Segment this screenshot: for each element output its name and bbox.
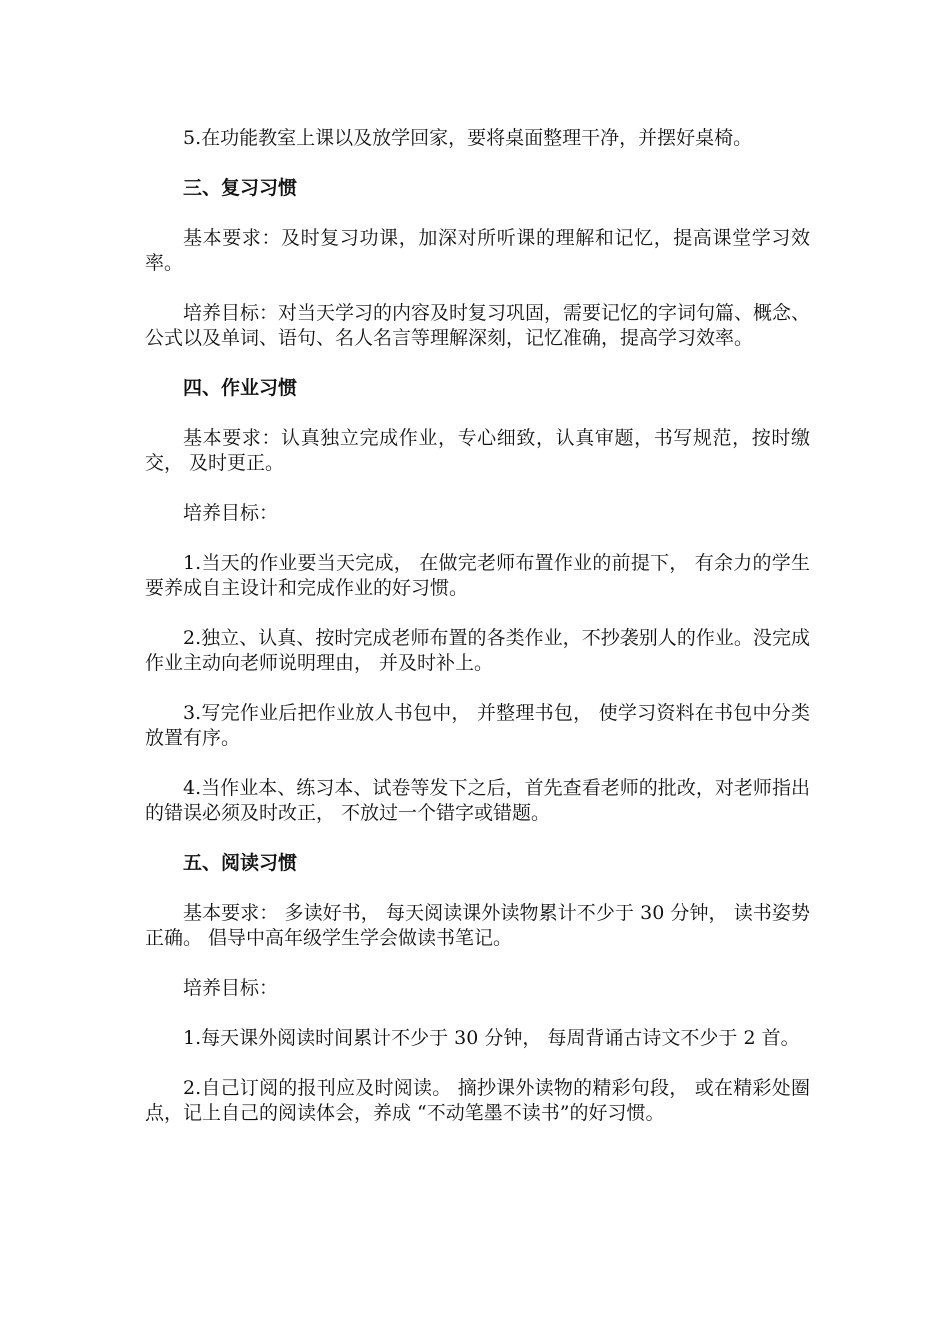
heading-reading-habit: 五、阅读习惯 [183, 852, 298, 874]
homework-item-4: 4.当作业本、练习本、试卷等发下之后，首先查看老师的批改，对老师指出的错误必须及时改正， 不放过一个错字或错题。 [145, 777, 810, 824]
homework-item-2: 2.独立、认真、按时完成老师布置的各类作业，不抄袭别人的作业。没完成作业主动向老师说明理由， 并及时补上。 [145, 627, 810, 674]
text-column [145, 126, 810, 1151]
homework-basic-requirement: 基本要求：认真独立完成作业，专心细致，认真审题，书写规范，按时缴交， 及时更正。 [145, 427, 810, 474]
reading-item-1: 1.每天课外阅读时间累计不少于 30 分钟， 每周背诵古诗文不少于 2 首。 [183, 1027, 800, 1049]
heading-review-habit: 三、复习习惯 [183, 177, 298, 199]
homework-item-1: 1.当天的作业要当天完成， 在做完老师布置作业的前提下， 有余力的学生要养成自主设计和完成作业的好习惯。 [145, 552, 810, 599]
reading-training-goal-label: 培养目标： [183, 977, 279, 999]
homework-item-3: 3.写完作业后把作业放人书包中， 并整理书包， 使学习资料在书包中分类放置有序。 [145, 702, 810, 749]
reading-basic-requirement: 基本要求： 多读好书， 每天阅读课外读物累计不少于 30 分钟， 读书姿势正确。 倡导中高年级学生学会做读书笔记。 [145, 902, 810, 949]
review-training-goal: 培养目标：对当天学习的内容及时复习巩固，需要记忆的字词句篇、概念、公式以及单词、语句、名人名言等理解深刻，记忆准确，提高学习效率。 [145, 302, 811, 349]
homework-training-goal-label: 培养目标： [183, 502, 279, 524]
review-basic-requirement: 基本要求：及时复习功课，加深对所听课的理解和记忆，提高课堂学习效率。 [145, 227, 810, 274]
reading-item-2: 2.自己订阅的报刊应及时阅读。 摘抄课外读物的精彩句段， 或在精彩处圈点，记上自己的阅读体会，养成 “不动笔墨不读书”的好习惯。 [145, 1077, 810, 1124]
heading-homework-habit: 四、作业习惯 [183, 377, 298, 399]
item-5-desk-tidy: 5.在功能教室上课以及放学回家，要将桌面整理干净，并摆好桌椅。 [183, 127, 753, 149]
